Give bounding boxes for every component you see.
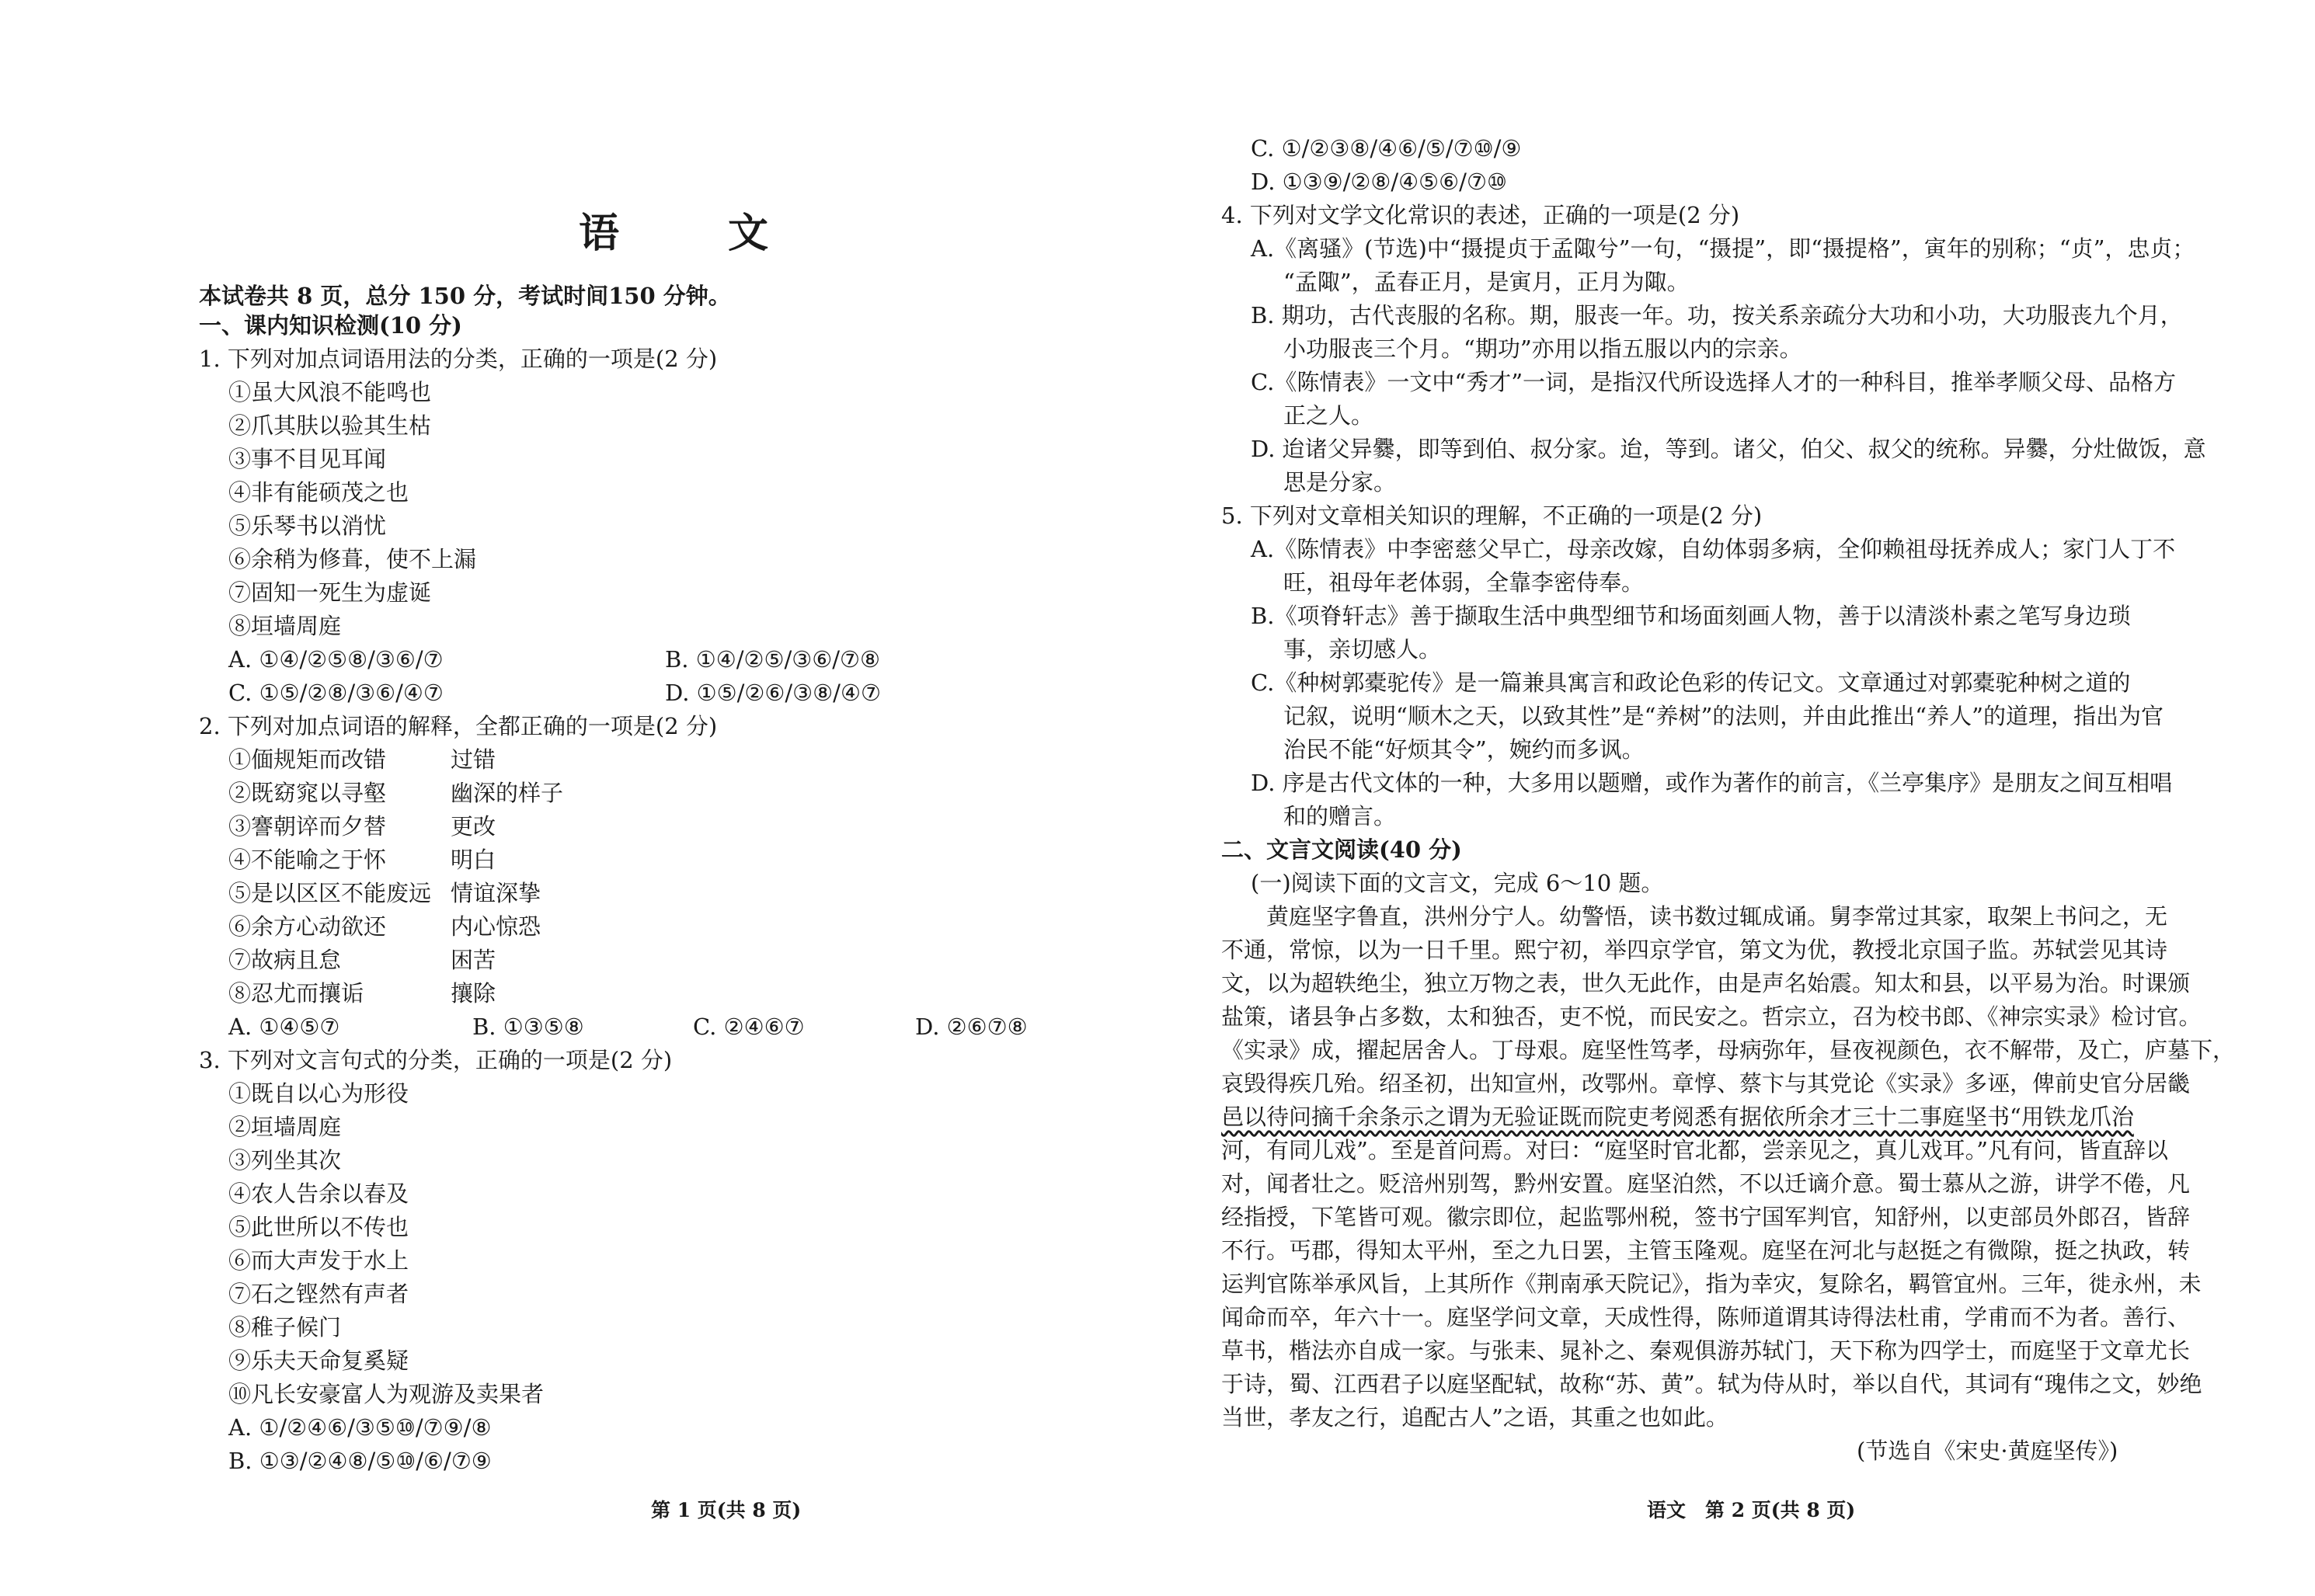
q1-option-b: B. ①④/②⑤/③⑥/⑦⑧ xyxy=(665,646,881,673)
passage-line: 不通，常惊，以为一日千里。熙宁初，举四京学官，第文为优，教授北京国子监。苏轼尝见其诗 xyxy=(1221,937,2168,963)
q1-item: ②爪其肤以验其生枯 xyxy=(228,412,432,439)
q1-option-c: C. ①⑤/②⑧/③⑥/④⑦ xyxy=(228,680,444,706)
q3-stem: 3. 下列对文言句式的分类，正确的一项是(2 分) xyxy=(199,1047,673,1073)
q5-stem: 5. 下列对文章相关知识的理解，不正确的一项是(2 分) xyxy=(1221,502,1763,529)
right-page xyxy=(1158,0,2315,1596)
q4-stem: 4. 下列对文学文化常识的表述，正确的一项是(2 分) xyxy=(1221,202,1740,228)
q2-item: ②既窈窕以寻壑 xyxy=(228,780,387,806)
q5-option-a-cont: 旺，祖母年老体弱，全靠李密侍奉。 xyxy=(1283,569,1645,596)
q3-option-a: A. ①/②④⑥/③⑤⑩/⑦⑨/⑧ xyxy=(228,1414,492,1441)
q5-option-a: A.《陈情表》中李密慈父早亡，母亲改嫁，自幼体弱多病，全仰赖祖母抚养成人；家门人丁不 xyxy=(1251,536,2176,562)
q2-gloss: 过错 xyxy=(451,746,496,773)
page-footer: 第 1 页(共 8 页) xyxy=(651,1499,802,1521)
passage-line: 河，有同儿戏”。至是首问焉。对曰：“庭坚时官北都，尝亲见之，真儿戏耳。”凡有问，皆直辞以 xyxy=(1221,1137,2168,1163)
q5-option-c-cont: 记叙，说明“顺木之天，以致其性”是“养树”的法则，并由此推出“养人”的道理，指出为官 xyxy=(1283,703,2164,729)
q4-option-d: D. 迨诸父异爨，即等到伯、叔分家。迨，等到。诸父，伯父、叔父的统称。异爨，分灶做饭，意 xyxy=(1251,436,2206,462)
q3-item: ③列坐其次 xyxy=(228,1147,342,1174)
exam-title: 语 文 xyxy=(579,210,803,257)
section2-heading: 二、文言文阅读(40 分) xyxy=(1221,836,1462,863)
q2-gloss: 明白 xyxy=(451,847,496,873)
q2-gloss: 困苦 xyxy=(451,947,496,973)
passage-line: 黄庭坚字鲁直，洪州分宁人。幼警悟，读书数过辄成诵。舅李常过其家，取架上书问之，无 xyxy=(1221,903,2168,930)
q1-item: ⑧垣墙周庭 xyxy=(228,613,342,639)
q5-option-c-cont: 治民不能“好烦其令”，婉约而多讽。 xyxy=(1283,736,1645,763)
passage-line: 对，闻者壮之。贬涪州别驾，黔州安置。庭坚泊然，不以迁谪介意。蜀士慕从之游，讲学不倦，凡 xyxy=(1221,1170,2191,1197)
passage-line: 经指授，下笔皆可观。徽宗即位，起监鄂州税，签书宁国军判官，知舒州，以吏部员外郎召，皆辞 xyxy=(1221,1204,2191,1230)
q2-item: ⑥余方心动欲还 xyxy=(228,913,387,940)
passage-line: 于诗，蜀、江西君子以庭坚配轼，故称“苏、黄”。轼为侍从时，举以自代，其词有“瑰伟之文，妙绝 xyxy=(1221,1371,2202,1397)
q2-item: ⑧忍尤而攘诟 xyxy=(228,980,364,1007)
q2-gloss: 更改 xyxy=(451,813,496,840)
q4-option-b-cont: 小功服丧三个月。“期功”亦用以指五服以内的宗亲。 xyxy=(1283,336,1802,362)
q1-item: ①虽大风浪不能鸣也 xyxy=(228,379,432,405)
passage-line: 不行。丐郡，得知太平州，至之九日罢，主管玉隆观。庭坚在河北与赵挺之有微隙，挺之执政，转 xyxy=(1221,1237,2191,1264)
q3-item: ⑨乐夫天命复奚疑 xyxy=(228,1347,409,1374)
q1-stem: 1. 下列对加点词语用法的分类，正确的一项是(2 分) xyxy=(199,346,718,372)
q2-gloss: 内心惊恐 xyxy=(451,913,541,940)
q2-item: ①偭规矩而改错 xyxy=(228,746,387,773)
q1-item: ⑤乐琴书以消忧 xyxy=(228,513,387,539)
q1-item: ③事不目见耳闻 xyxy=(228,446,387,472)
passage-line: 当世，孝友之行，追配古人”之语，其重之也如此。 xyxy=(1221,1404,1728,1431)
section1-heading: 一、课内知识检测(10 分) xyxy=(199,312,462,339)
q2-item: ⑦故病且怠 xyxy=(228,947,342,973)
q3-item: ⑦石之铿然有声者 xyxy=(228,1281,409,1307)
passage-line: 文，以为超轶绝尘，独立万物之表，世久无此作，由是声名始震。知太和县，以平易为治。时课颁 xyxy=(1221,970,2191,996)
q2-option-d: D. ②⑥⑦⑧ xyxy=(915,1014,1028,1040)
q3-option-b: B. ①③/②④⑧/⑤⑩/⑥/⑦⑨ xyxy=(228,1448,492,1474)
q2-gloss: 攘除 xyxy=(451,980,496,1007)
q1-item: ④非有能硕茂之也 xyxy=(228,479,409,506)
section2-subheading: (一)阅读下面的文言文，完成 6～10 题。 xyxy=(1251,870,1664,896)
q2-option-a: A. ①④⑤⑦ xyxy=(228,1014,340,1040)
q2-option-c: C. ②④⑥⑦ xyxy=(693,1014,805,1040)
q5-option-c: C.《种树郭橐驼传》是一篇兼具寓言和政论色彩的传记文。文章通过对郭橐驼种树之道的 xyxy=(1251,669,2131,696)
q2-gloss: 幽深的样子 xyxy=(451,780,564,806)
q2-item: ③謇朝谇而夕替 xyxy=(228,813,387,840)
q1-item: ⑦固知一死生为虚诞 xyxy=(228,579,432,606)
q4-option-c: C.《陈情表》一文中“秀才”一词，是指汉代所设选择人才的一种科目，推举孝顺父母、品格方 xyxy=(1251,369,2177,395)
q3-item: ①既自以心为形役 xyxy=(228,1080,409,1107)
passage-line: 盐策，诸县争占多数，太和独否，吏不悦，而民安之。哲宗立，召为校书郎、《神宗实录》检讨官。 xyxy=(1221,1003,2202,1030)
q2-item: ⑤是以区区不能废远 xyxy=(228,880,432,906)
q3-item: ⑤此世所以不传也 xyxy=(228,1214,409,1240)
passage-line: 草书，楷法亦自成一家。与张耒、晁补之、秦观俱游苏轼门，天下称为四学士，而庭坚于文章尤长 xyxy=(1221,1337,2191,1364)
passage-line: 哀毁得疾几殆。绍圣初，出知宣州，改鄂州。章惇、蔡卞与其党论《实录》多诬，俾前史官分居畿 xyxy=(1221,1070,2191,1097)
q4-option-b: B. 期功，古代丧服的名称。期，服丧一年。功，按关系亲疏分大功和小功，大功服丧九个月， xyxy=(1251,302,2183,329)
q3-item: ⑩凡长安豪富人为观游及卖果者 xyxy=(228,1381,545,1407)
q4-option-a: A.《离骚》(节选)中“摄提贞于孟陬兮”一句，“摄提”，即“摄提格”，寅年的别称；“贞”，忠贞； xyxy=(1251,235,2195,262)
q4-option-d-cont: 思是分家。 xyxy=(1283,469,1397,495)
q3-item: ②垣墙周庭 xyxy=(228,1114,342,1140)
q2-item: ④不能喻之于怀 xyxy=(228,847,387,873)
passage-line-wavy: 邑以待问摘千余条示之谓为无验证既而院吏考阅悉有据依所余才三十二事庭坚书“用铁龙爪治 xyxy=(1221,1104,2134,1130)
passage-line: 《实录》成，擢起居舍人。丁母艰。庭坚性笃孝，母病弥年，昼夜视颜色，衣不解带，及亡，庐墓下， xyxy=(1221,1037,2236,1063)
q5-option-b: B.《项脊轩志》善于撷取生活中典型细节和场面刻画人物，善于以清淡朴素之笔写身边琐 xyxy=(1251,603,2131,629)
q3-option-c: C. ①/②③⑧/④⑥/⑤/⑦⑩/⑨ xyxy=(1251,135,1522,162)
q4-option-a-cont: “孟陬”，孟春正月，是寅月，正月为陬。 xyxy=(1283,269,1690,295)
q5-option-d: D. 序是古代文体的一种，大多用以题赠，或作为著作的前言，《兰亭集序》是朋友之间互相唱 xyxy=(1251,770,2173,796)
page-footer: 语文 第 2 页(共 8 页) xyxy=(1647,1499,1856,1521)
q1-option-a: A. ①④/②⑤⑧/③⑥/⑦ xyxy=(228,646,444,673)
q5-option-b-cont: 事，亲切感人。 xyxy=(1283,636,1442,662)
exam-note: 本试卷共 8 页，总分 150 分，考试时间150 分钟。 xyxy=(199,283,731,309)
passage-source: (节选自《宋史·黄庭坚传》) xyxy=(1857,1438,2118,1464)
q3-item: ⑥而大声发于水上 xyxy=(228,1247,409,1274)
q4-option-c-cont: 正之人。 xyxy=(1283,402,1374,429)
passage-line: 闻命而卒，年六十一。庭坚学问文章，天成性得，陈师道谓其诗得法杜甫，学甫而不为者。善行、 xyxy=(1221,1304,2191,1330)
passage-line: 运判官陈举承风旨，上其所作《荆南承天院记》，指为幸灾，复除名，羁管宜州。三年，徙永州，未 xyxy=(1221,1271,2202,1297)
q3-item: ④农人告余以春及 xyxy=(228,1180,409,1207)
q3-option-d: D. ①③⑨/②⑧/④⑤⑥/⑦⑩ xyxy=(1251,169,1507,195)
q3-item: ⑧稚子候门 xyxy=(228,1314,342,1340)
q5-option-d-cont: 和的赠言。 xyxy=(1283,803,1397,829)
q2-option-b: B. ①③⑤⑧ xyxy=(472,1014,584,1040)
q2-stem: 2. 下列对加点词语的解释，全都正确的一项是(2 分) xyxy=(199,713,718,739)
q1-option-d: D. ①⑤/②⑥/③⑧/④⑦ xyxy=(665,680,881,706)
q1-item: ⑥余稍为修葺，使不上漏 xyxy=(228,546,477,572)
q2-gloss: 情谊深挚 xyxy=(451,880,541,906)
